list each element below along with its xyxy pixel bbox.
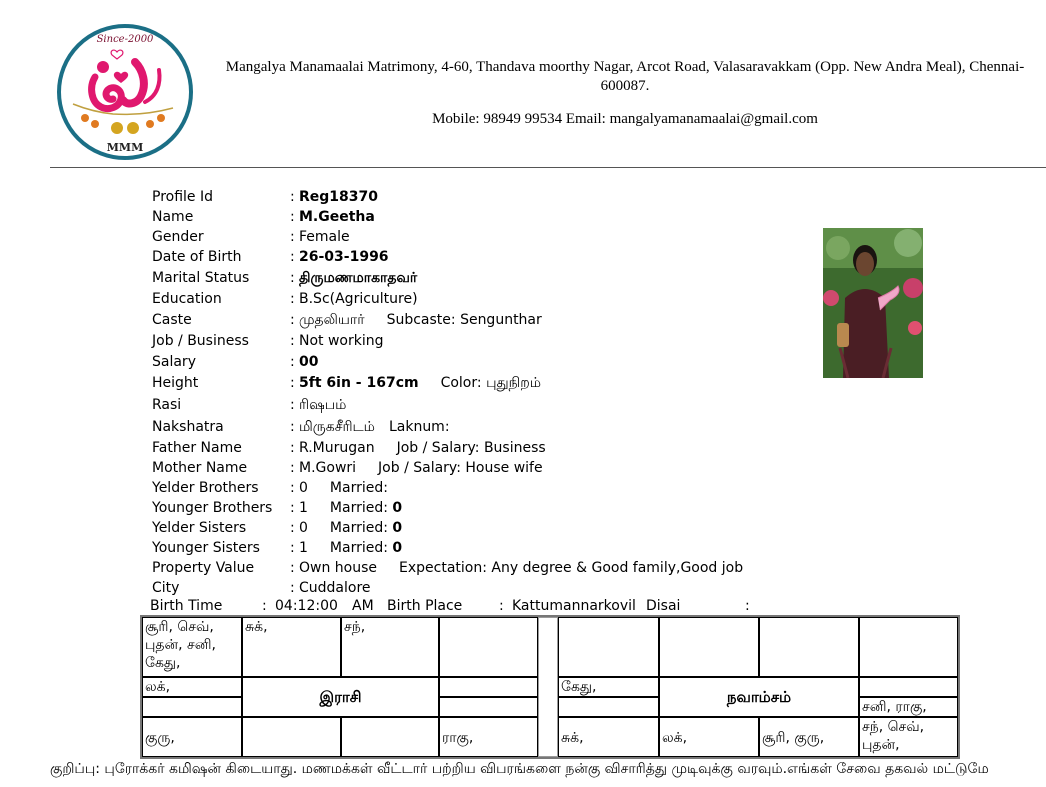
rasi-cell-bottom-1: குரு, (142, 717, 242, 757)
navamsam-cell-top-4 (859, 617, 958, 677)
label-property: Property Value (152, 560, 255, 576)
rasi-cell-bottom-4: ராகு, (439, 717, 538, 757)
label-younger-brothers: Younger Brothers (152, 500, 273, 516)
value-property: Own house (299, 560, 378, 576)
label-mother-job: Job / Salary: (378, 460, 461, 476)
value-name: M.Geetha (299, 209, 375, 225)
value-dob: 26-03-1996 (299, 249, 389, 265)
value-subcaste: Sengunthar (460, 312, 542, 328)
header-info (222, 58, 1028, 129)
value-caste: முதலியார் (299, 312, 365, 328)
label-birth-place: Birth Place (387, 598, 463, 614)
value-mother: M.Gowri (299, 460, 357, 476)
label-disai: Disai (646, 598, 681, 614)
value-color: புதுநிறம் (486, 375, 542, 391)
rasi-chart-title: இராசி (242, 677, 439, 717)
value-expectation: Any degree & Good family,Good job (491, 560, 744, 576)
label-salary: Salary (152, 354, 196, 370)
label-job: Job / Business (152, 333, 249, 349)
value-yelder-brothers: 0 (299, 480, 308, 496)
value-married: 0 (392, 520, 403, 536)
rasi-cell-top-4 (439, 617, 538, 677)
label-married: Married: (329, 520, 388, 536)
chart-spacer (538, 617, 558, 757)
label-color: Color: (440, 375, 482, 391)
navamsam-cell-bottom-3: சூரி, குரு, (759, 717, 859, 757)
company-logo (55, 22, 195, 162)
label-rasi: Rasi (152, 397, 182, 413)
rasi-cell-bottom-3 (341, 717, 439, 757)
company-address: Mangalya Manamaalai Matrimony, 4-60, Thandava moorthy Nagar, Arcot Road, Valasaravakkam (Opp. New Andra Meal), Chennai-600087. (225, 59, 1025, 94)
rasi-cell-top-1: சூரி, செவ், புதன், சனி, கேது, (142, 617, 242, 677)
label-education: Education (152, 291, 222, 307)
value-married: 0 (392, 540, 403, 556)
label-gender: Gender (152, 229, 204, 245)
value-younger-brothers: 1 (299, 500, 308, 516)
rasi-cell-left-2 (142, 697, 242, 717)
label-caste: Caste (152, 312, 192, 328)
label-married: Married: (329, 500, 388, 516)
value-city: Cuddalore (299, 580, 371, 596)
label-father: Father Name (152, 440, 242, 456)
value-yelder-sisters: 0 (299, 520, 308, 536)
rasi-cell-top-3: சந், (341, 617, 439, 677)
value-marital-status: திருமணமாகாதவர் (299, 270, 418, 286)
value-younger-sisters: 1 (299, 540, 308, 556)
navamsam-cell-top-1 (558, 617, 659, 677)
label-city: City (152, 580, 180, 596)
logo-top-text: Since-2000 (96, 34, 154, 45)
navamsam-cell-top-3 (759, 617, 859, 677)
value-father: R.Murugan (299, 440, 375, 456)
value-salary: 00 (299, 354, 319, 370)
navamsam-cell-bottom-1: சுக், (558, 717, 659, 757)
navamsam-chart-title: நவாம்சம் (659, 677, 859, 717)
label-younger-sisters: Younger Sisters (152, 540, 260, 556)
label-nakshatra: Nakshatra (152, 419, 224, 435)
navamsam-cell-bottom-2: லக், (659, 717, 759, 757)
value-height: 5ft 6in - 167cm (299, 375, 419, 391)
rasi-cell-right-2 (439, 697, 538, 717)
horoscope-charts (140, 615, 960, 759)
label-yelder-brothers: Yelder Brothers (152, 480, 259, 496)
value-rasi: ரிஷபம் (299, 397, 347, 413)
label-father-job: Job / Salary: (396, 440, 480, 456)
navamsam-cell-right-2: சனி, ராகு, (859, 697, 958, 717)
rasi-cell-left-1: லக், (142, 677, 242, 697)
label-yelder-sisters: Yelder Sisters (152, 520, 247, 536)
label-mother: Mother Name (152, 460, 248, 476)
logo-bottom-text: MMM (106, 141, 144, 154)
rasi-cell-top-2: சுக், (242, 617, 341, 677)
value-job: Not working (299, 333, 384, 349)
value-birth-time: 04:12:00 (275, 598, 338, 614)
label-laknum: Laknum: (388, 419, 450, 435)
label-name: Name (152, 209, 194, 225)
navamsam-cell-left-2 (558, 697, 659, 717)
value-father-job: Business (483, 440, 546, 456)
value-nakshatra: மிருகசீரிடம் (299, 419, 375, 435)
label-married: Married: (329, 480, 388, 496)
value-gender: Female (299, 229, 350, 245)
value-birth-place: Kattumannarkovil (512, 598, 636, 614)
header-divider (50, 167, 1046, 168)
label-marital-status: Marital Status (152, 270, 250, 286)
value-education: B.Sc(Agriculture) (299, 291, 418, 307)
profile-photo (823, 228, 923, 378)
label-dob: Date of Birth (152, 249, 242, 265)
rasi-cell-bottom-2 (242, 717, 341, 757)
navamsam-cell-right-1 (859, 677, 958, 697)
rasi-cell-right-1 (439, 677, 538, 697)
footer-note: குறிப்பு: புரோக்கர் கமிஷன் கிடையாது. மணமக்கள் வீட்டார் பற்றிய விபரங்களை நன்கு விசாரித்து முடிவுக்கு வரவும்.எங்கள் சேவை தகவல் மட்டுமே (50, 761, 989, 777)
label-expectation: Expectation: (399, 560, 487, 576)
value-profile-id: Reg18370 (299, 189, 379, 205)
value-mother-job: House wife (465, 460, 543, 476)
navamsam-cell-left-1: கேது, (558, 677, 659, 697)
label-height: Height (152, 375, 199, 391)
label-subcaste: Subcaste: (386, 312, 456, 328)
navamsam-cell-top-2 (659, 617, 759, 677)
value-birth-ampm: AM (352, 598, 374, 614)
label-profile-id: Profile Id (152, 189, 213, 205)
company-contact: Mobile: 98949 99534 Email: mangalyamanamaalai@gmail.com (432, 111, 818, 127)
navamsam-cell-bottom-4: சந், செவ், புதன், (859, 717, 958, 757)
label-birth-time: Birth Time (150, 598, 223, 614)
value-married: 0 (392, 500, 403, 516)
label-married: Married: (329, 540, 388, 556)
